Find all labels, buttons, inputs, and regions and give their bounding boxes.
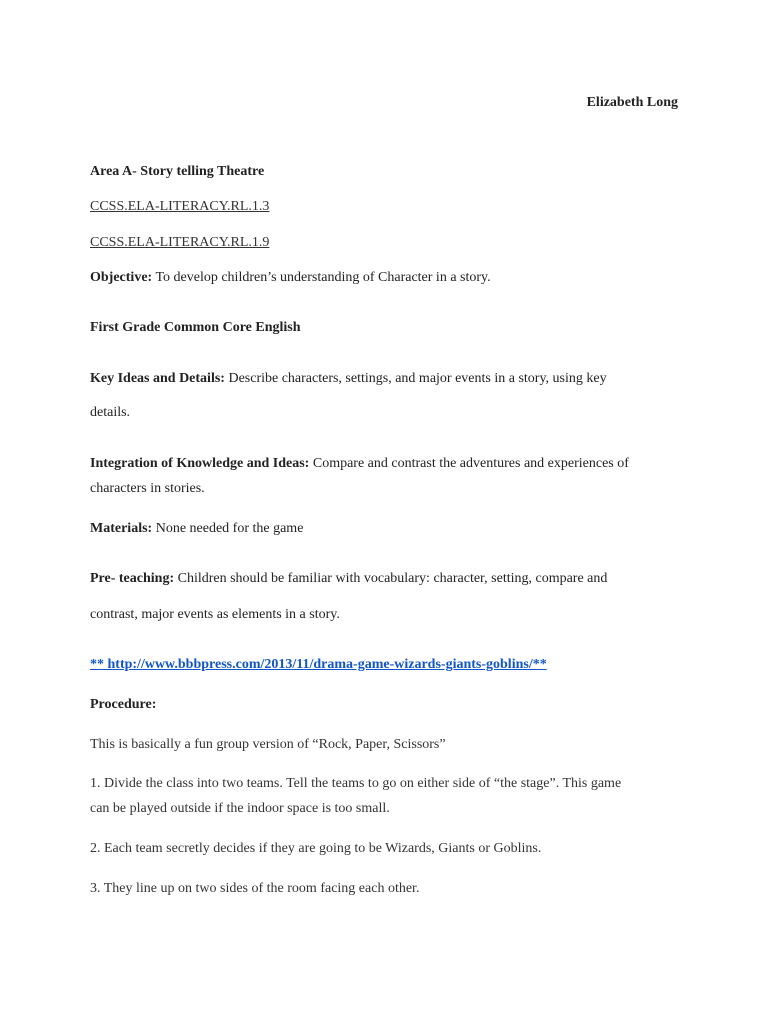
area-title: Area A- Story telling Theatre <box>90 164 265 179</box>
preteaching-label: Pre- teaching: <box>90 571 175 586</box>
procedure-heading: Procedure: <box>90 697 157 712</box>
step-1-line2: can be played outside if the indoor space is too small. <box>90 801 390 816</box>
step-2: 2. Each team secretly decides if they are going to be Wizards, Giants or Goblins. <box>90 841 542 856</box>
materials-paragraph <box>90 519 690 539</box>
preteaching-text-line2: contrast, major events as elements in a story. <box>90 607 340 622</box>
key-ideas-label: Key Ideas and Details: <box>90 371 225 386</box>
integration-text-line1: Compare and contrast the adventures and experiences of <box>309 456 629 471</box>
key-ideas-paragraph <box>90 369 690 389</box>
grade-heading: First Grade Common Core English <box>90 320 301 335</box>
author-name: Elizabeth Long <box>586 95 678 110</box>
reference-link[interactable]: http://www.bbbpress.com/2013/11/drama-game-wizards-giants-goblins/** <box>107 657 547 672</box>
key-ideas-text-line2: details. <box>90 405 131 420</box>
preteaching-text-line1: Children should be familiar with vocabulary: character, setting, compare and <box>174 571 608 586</box>
objective-label: Objective: <box>90 270 153 285</box>
preteaching-paragraph <box>90 569 690 589</box>
standard-rl-1-9: CCSS.ELA-LITERACY.RL.1.9 <box>90 235 270 250</box>
link-prefix: ** <box>90 657 108 672</box>
integration-paragraph <box>90 454 690 474</box>
reference-link-line <box>90 655 690 675</box>
objective-text: To develop children’s understanding of Character in a story. <box>152 270 491 285</box>
objective-paragraph <box>90 268 690 288</box>
step-3: 3. They line up on two sides of the room facing each other. <box>90 881 420 896</box>
procedure-intro: This is basically a fun group version of “Rock, Paper, Scissors” <box>90 737 446 752</box>
integration-label: Integration of Knowledge and Ideas: <box>90 456 310 471</box>
materials-text: None needed for the game <box>152 521 304 536</box>
key-ideas-text-line1: Describe characters, settings, and major events in a story, using key <box>224 371 607 386</box>
standard-rl-1-3: CCSS.ELA-LITERACY.RL.1.3 <box>90 199 270 214</box>
materials-label: Materials: <box>90 521 153 536</box>
step-1-line1: 1. Divide the class into two teams. Tell the teams to go on either side of “the stage”. This game <box>90 776 622 791</box>
integration-text-line2: characters in stories. <box>90 481 205 496</box>
